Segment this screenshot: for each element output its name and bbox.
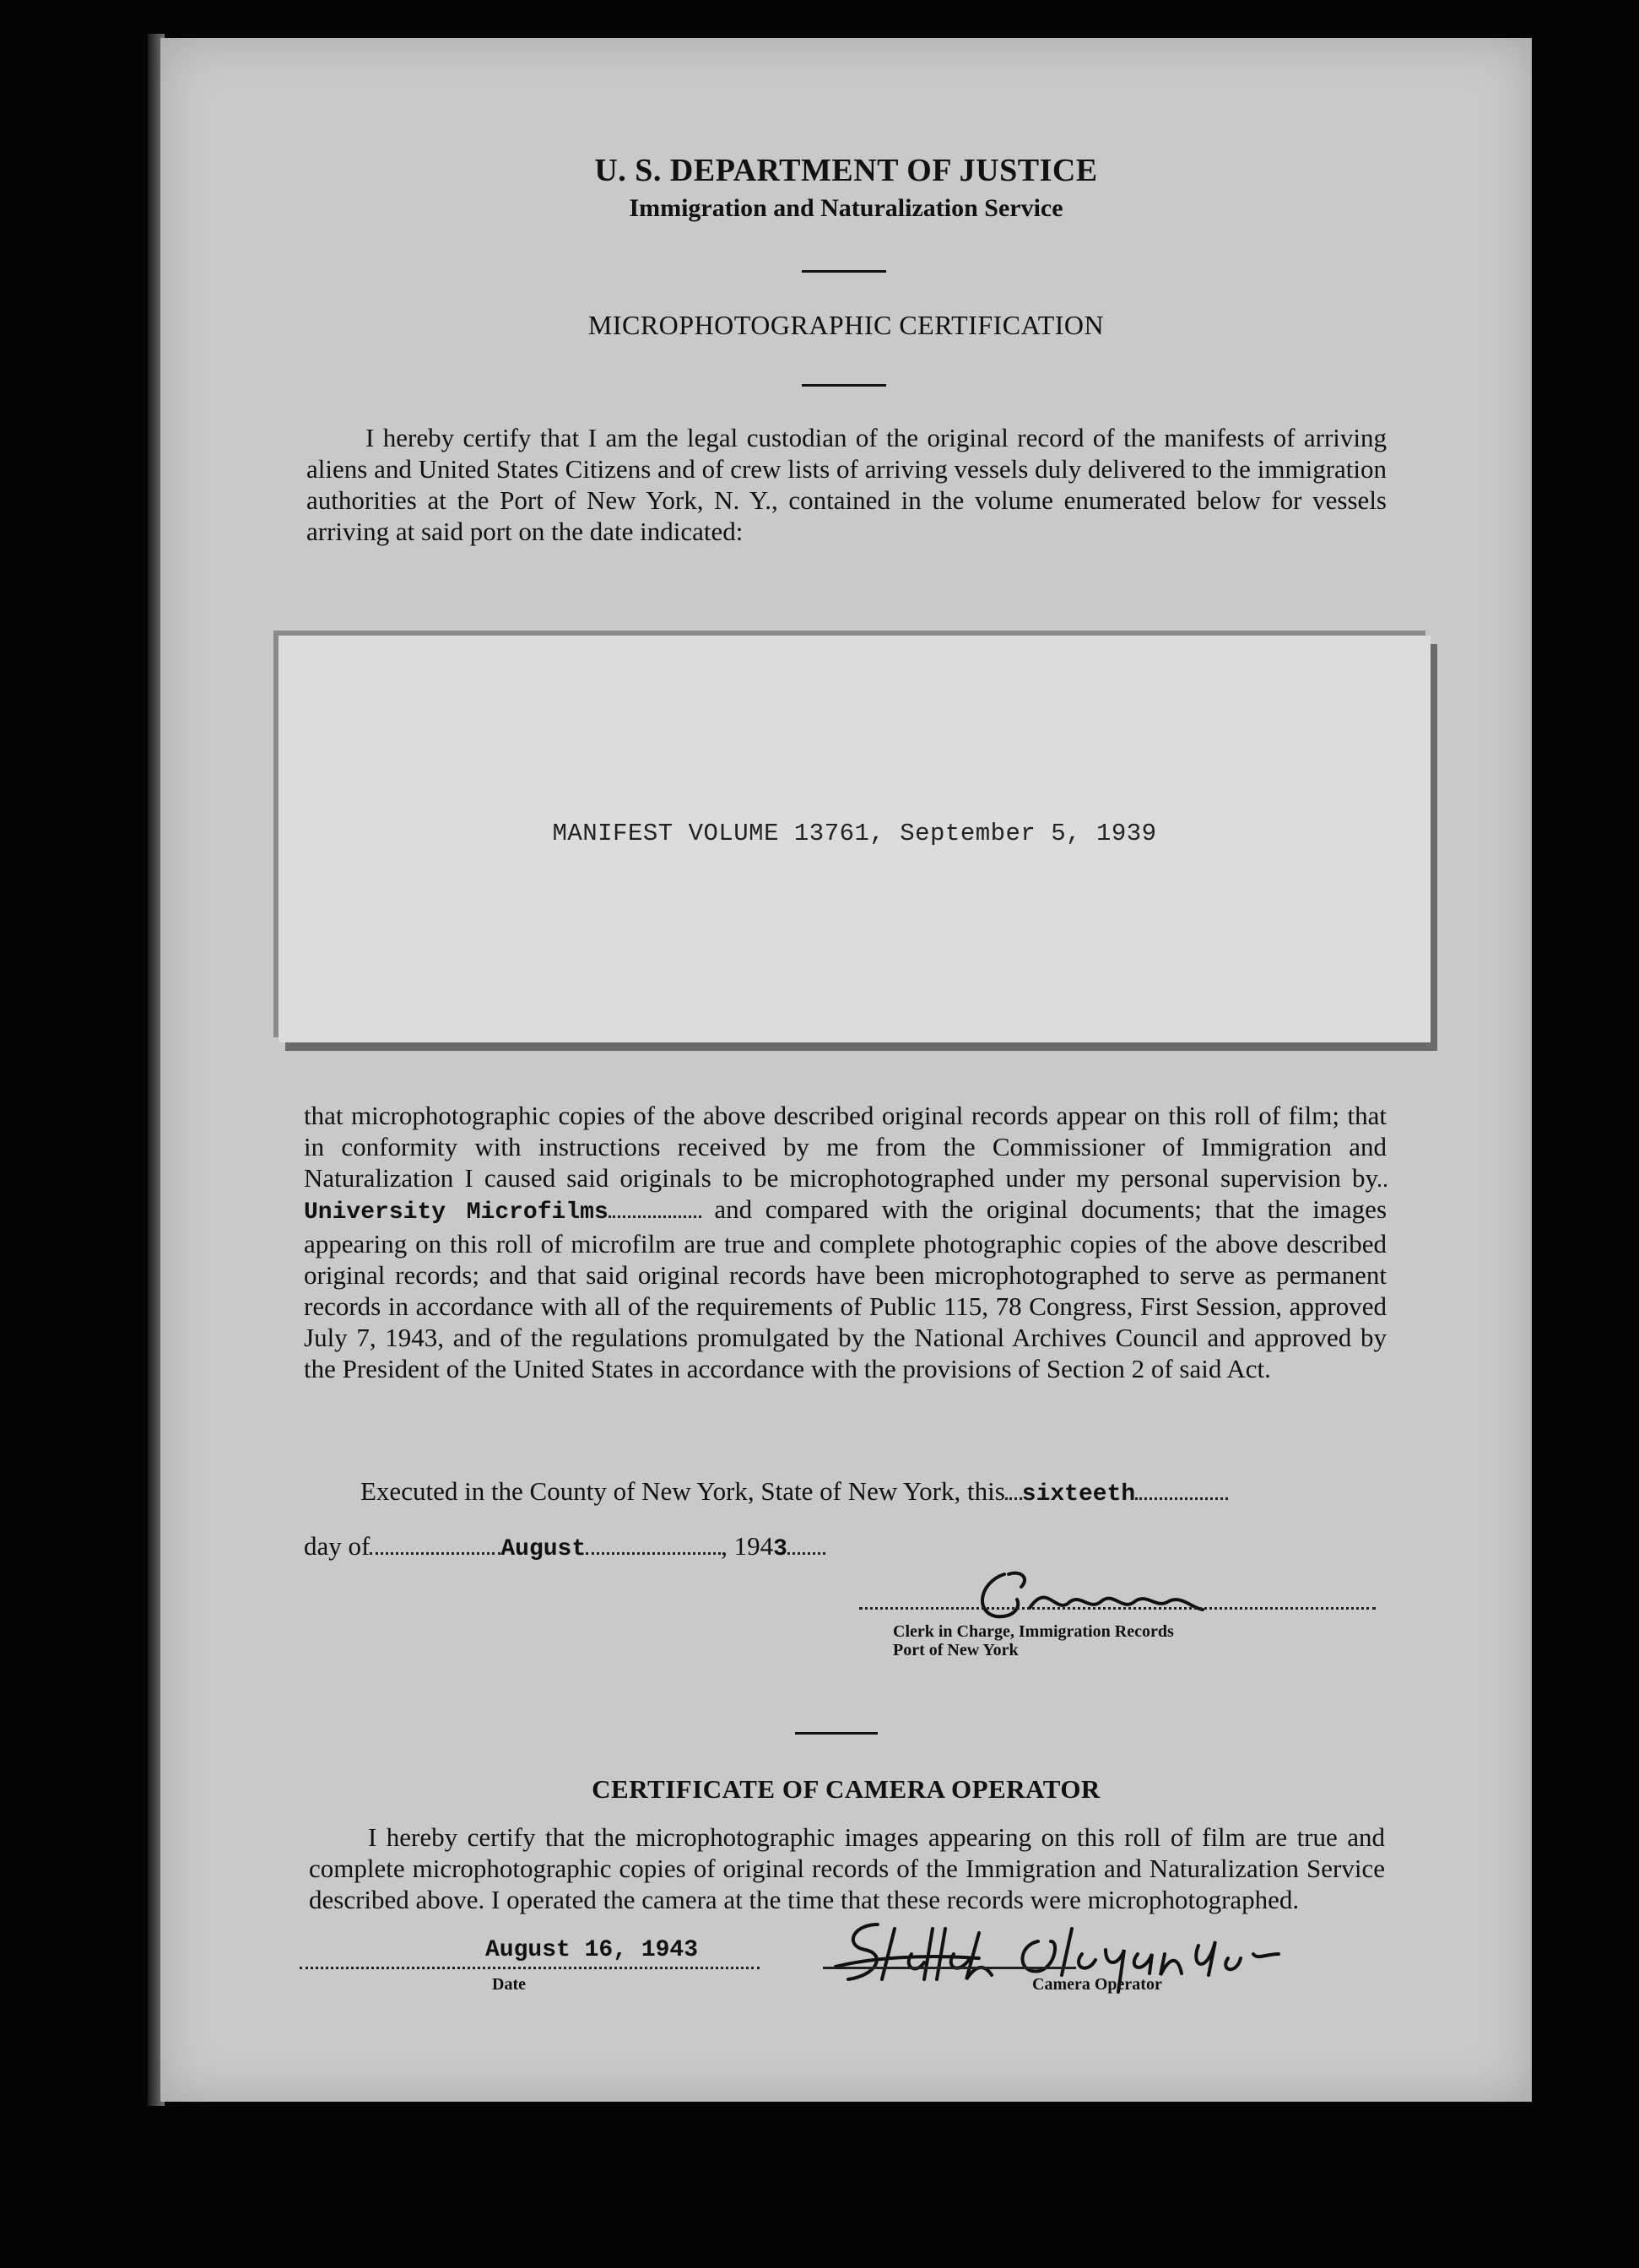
year-digit: 3 — [773, 1536, 787, 1562]
camera-certificate-title: CERTIFICATE OF CAMERA OPERATOR — [592, 1774, 1101, 1804]
clerk-signature-line — [859, 1607, 1376, 1610]
divider-rule — [802, 270, 886, 273]
clerk-title-2: Port of New York — [893, 1641, 1019, 1659]
department-heading: U. S. DEPARTMENT OF JUSTICE — [594, 153, 1098, 188]
manifest-volume-text: MANIFEST VOLUME 13761, September 5, 1939 — [552, 820, 1157, 847]
camera-operator-label: Camera Operator — [1032, 1975, 1162, 1994]
camera-date-value: August 16, 1943 — [485, 1937, 699, 1963]
executed-prefix: Executed in the County of New York, State of New York, this — [360, 1476, 1005, 1506]
executed-day: sixteeth — [1021, 1481, 1136, 1507]
camera-paragraph: I hereby certify that the microphotographic images appearing on this roll of film are true and complete microphotographic copies of original records of the Immigration and Naturalization Service described above. I operated the camera at the time that these records were microphotographed. — [309, 1822, 1385, 1914]
divider-rule — [802, 384, 886, 387]
day-of-label: day of — [304, 1531, 371, 1561]
divider-rule — [795, 1732, 878, 1735]
supervisor-name: University Microfilms — [304, 1199, 609, 1226]
camera-date-line — [300, 1967, 760, 1969]
certificate-sheet — [160, 38, 1532, 2102]
manifest-card — [279, 636, 1431, 1042]
executed-month: August — [500, 1536, 587, 1562]
body-part-1: that microphotographic copies of the above described original records appear on this roll of film; that in conformity with instructions received by me from the Commissioner of Immigration and Naturalization I caused said originals to be microphotographed under my personal supervision by — [304, 1101, 1387, 1193]
intro-paragraph: I hereby certify that I am the legal custodian of the original record of the manifests of arriving aliens and United States Citizens and of crew lists of arriving vessels duly delivered to the immigration authorities at the Port of New York, N. Y., contained in the volume enumerated below for vessels arriving at said port on the date indicated: — [306, 423, 1387, 546]
clerk-title-1: Clerk in Charge, Immigration Records — [893, 1622, 1174, 1641]
year-prefix: , 194 — [721, 1531, 774, 1561]
certification-title: MICROPHOTOGRAPHIC CERTIFICATION — [587, 310, 1105, 340]
date-line — [304, 1530, 895, 1565]
executed-line — [360, 1475, 1387, 1510]
certification-body — [304, 1100, 1387, 1384]
body-part-2: and compared with the original documents; that the images appearing on this roll of microfilm are true and complete photographic copies of the above described original records; and that said original records have been microphotographed to serve as permanent records in accordance with all of the requirements of Public 115, 78 Congress, First Session, approved July 7, 1943, and of the regulations promulgated by the National Archives Council and approved by the President of the United States in accordance with the provisions of Section 2 of said Act. — [304, 1194, 1387, 1383]
camera-date-label: Date — [492, 1975, 526, 1994]
service-subheading: Immigration and Naturalization Service — [629, 194, 1063, 222]
camera-operator-line — [823, 1967, 1076, 1969]
